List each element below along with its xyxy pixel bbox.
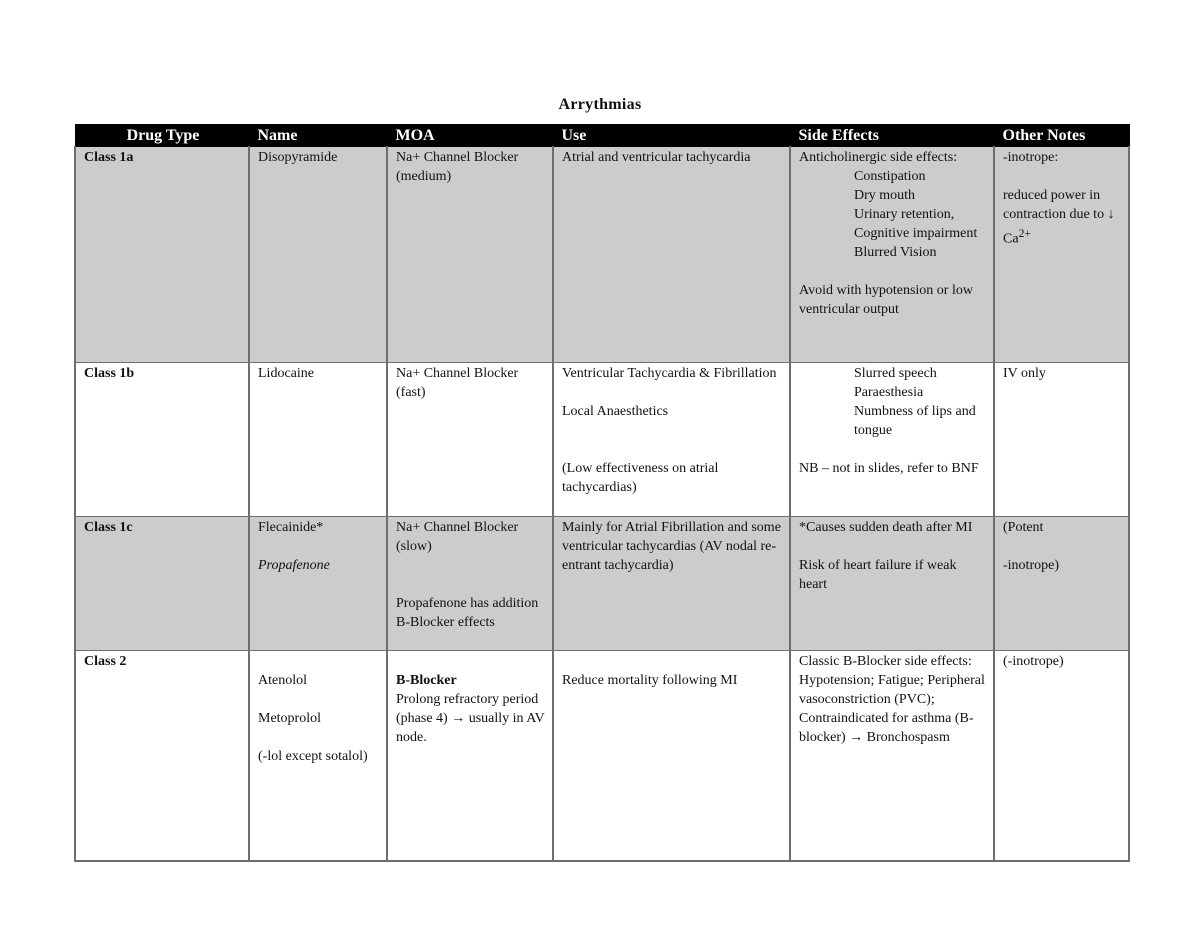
table-row <box>75 147 1129 363</box>
ion-charge: 2+ <box>1018 227 1031 240</box>
cell-drug-type <box>75 363 249 517</box>
side-effects-text: Classic B-Blocker side effects: Hypotension; Fatigue; Peripheral vasoconstriction (PVC); Contraindicated for asthma (B-blocker) → Bronchospasm <box>799 654 985 745</box>
cell-side-effects <box>790 517 994 651</box>
header-side-effects: Side Effects <box>790 125 994 147</box>
table-row <box>75 363 1129 517</box>
header-moa: MOA <box>387 125 553 147</box>
side-effect-item: Constipation <box>854 169 926 184</box>
cell-other-notes <box>994 517 1129 651</box>
notes-line <box>1003 186 1122 249</box>
cell-name <box>249 363 387 517</box>
cell-side-effects <box>790 363 994 517</box>
side-effect-item: Dry mouth <box>854 188 916 203</box>
use-text: Atrial and ventricular tachycardia <box>562 150 751 165</box>
cell-moa <box>387 651 553 862</box>
drug-name-note: (-lol except sotalol) <box>258 749 368 764</box>
table-row <box>75 517 1129 651</box>
drug-class-label: Class 1c <box>84 520 133 535</box>
header-other-notes: Other Notes <box>994 125 1129 147</box>
page-title: Arrythmias <box>558 96 642 113</box>
use-text: Reduce mortality following MI <box>562 673 738 688</box>
side-effect-item: Blurred Vision <box>854 245 937 260</box>
cell-use <box>553 651 790 862</box>
cell-other-notes <box>994 363 1129 517</box>
ion-symbol: Ca <box>1003 231 1019 247</box>
drug-name: Metoprolol <box>258 711 321 726</box>
notes-text: IV only <box>1003 366 1046 381</box>
side-effects-line: Risk of heart failure if weak heart <box>799 558 957 592</box>
drug-class-label: Class 2 <box>84 654 127 669</box>
side-effect-item: Slurred speech <box>854 366 937 381</box>
cell-other-notes <box>994 651 1129 862</box>
cell-moa <box>387 147 553 363</box>
use-line: (Low effectiveness on atrial tachycardias) <box>562 461 719 495</box>
notes-line: -inotrope) <box>1003 558 1059 573</box>
cell-drug-type <box>75 147 249 363</box>
use-text: Mainly for Atrial Fibrillation and some ventricular tachycardias (AV nodal re-entrant tachycardia) <box>562 520 781 573</box>
moa-heading: B-Blocker <box>396 673 457 688</box>
cell-use <box>553 147 790 363</box>
moa-text: Prolong refractory period (phase 4) → usually in AV node. <box>396 692 545 745</box>
header-row <box>75 125 1129 147</box>
moa-text: Na+ Channel Blocker (slow) <box>396 520 519 554</box>
down-arrow-icon: ↓ <box>1107 207 1115 222</box>
use-line: Ventricular Tachycardia & Fibrillation <box>562 366 777 381</box>
cell-other-notes <box>994 147 1129 363</box>
side-effects-line: *Causes sudden death after MI <box>799 520 973 535</box>
side-effects-note: NB – not in slides, refer to BNF <box>799 461 979 476</box>
header-name: Name <box>249 125 387 147</box>
cell-drug-type <box>75 517 249 651</box>
notes-text: reduced power in contraction due to <box>1003 188 1105 222</box>
side-effects-intro: Anticholinergic side effects: <box>799 150 958 165</box>
cell-drug-type <box>75 651 249 862</box>
cell-use <box>553 363 790 517</box>
side-effect-item: Urinary retention, <box>854 207 955 222</box>
header-drug-type: Drug Type <box>75 125 249 147</box>
moa-text: Na+ Channel Blocker (medium) <box>396 150 519 184</box>
drug-name: Disopyramide <box>258 150 338 165</box>
notes-line: -inotrope: <box>1003 150 1059 165</box>
drug-name: Lidocaine <box>258 366 314 381</box>
drug-class-label: Class 1a <box>84 150 134 165</box>
cell-side-effects <box>790 147 994 363</box>
side-effects-note: Avoid with hypotension or low ventricular output <box>799 283 973 317</box>
cell-name <box>249 147 387 363</box>
arrhythmia-drug-table <box>74 124 1130 862</box>
cell-use <box>553 517 790 651</box>
cell-name <box>249 651 387 862</box>
drug-class-label: Class 1b <box>84 366 135 381</box>
moa-text: Propafenone has addition B-Blocker effects <box>396 596 539 630</box>
side-effect-item: Numbness of lips and tongue <box>854 404 976 438</box>
header-use: Use <box>553 125 790 147</box>
notes-line: (Potent <box>1003 520 1044 535</box>
drug-name: Propafenone <box>258 558 330 573</box>
drug-name: Atenolol <box>258 673 307 688</box>
table-row <box>75 651 1129 862</box>
cell-name <box>249 517 387 651</box>
side-effect-item: Paraesthesia <box>854 385 924 400</box>
cell-moa <box>387 363 553 517</box>
moa-text: Na+ Channel Blocker (fast) <box>396 366 519 400</box>
notes-text: (-inotrope) <box>1003 654 1064 669</box>
cell-side-effects <box>790 651 994 862</box>
use-line: Local Anaesthetics <box>562 404 669 419</box>
drug-name: Flecainide* <box>258 520 324 535</box>
cell-moa <box>387 517 553 651</box>
side-effect-item: Cognitive impairment <box>854 226 978 241</box>
